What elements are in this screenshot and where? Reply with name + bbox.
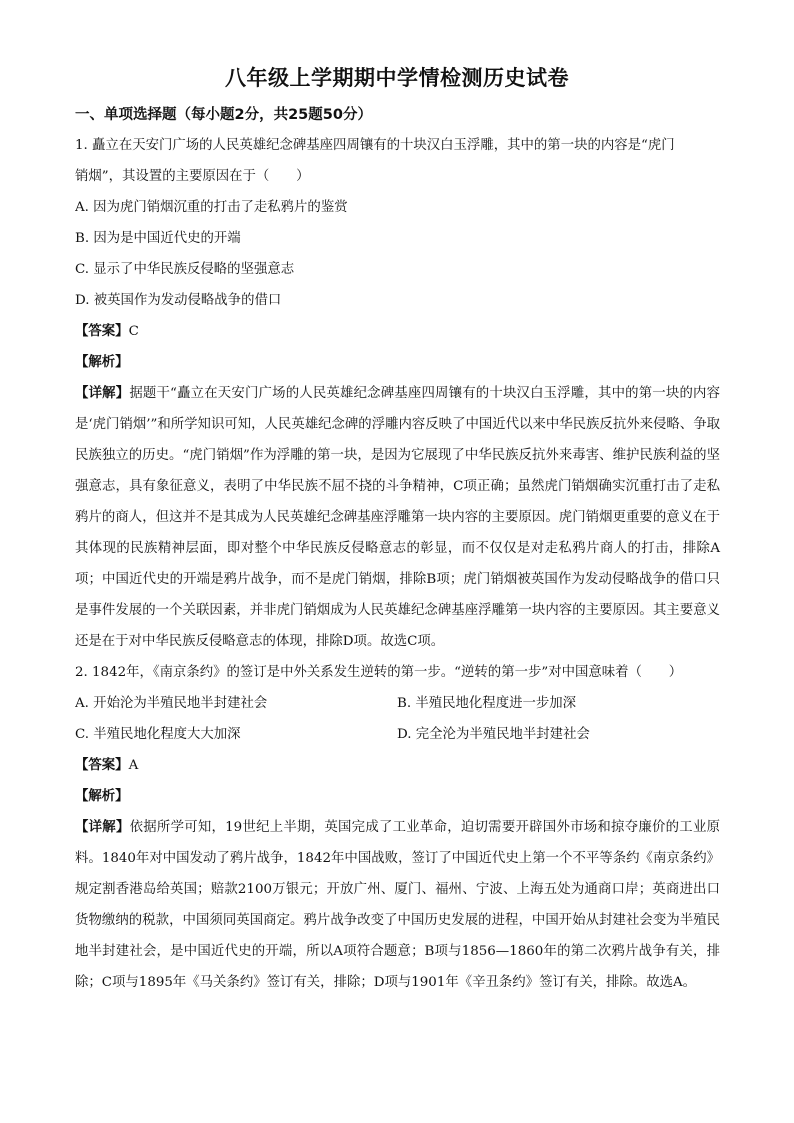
question-stem-line: 2. 1842年，《南京条约》的签订是中外关系发生逆转的第一步。“逆转的第一步”对中国意味着（ ） bbox=[75, 665, 683, 680]
analysis-line bbox=[75, 347, 720, 378]
answer-value: A bbox=[128, 758, 139, 773]
option-a: A. 因为虎门销烟沉重的打击了走私鸦片的鉴赏 bbox=[75, 200, 348, 215]
option-row bbox=[75, 688, 720, 719]
answer-value: C bbox=[128, 324, 139, 339]
answer-label: 【答案】 bbox=[75, 324, 129, 339]
question-2 bbox=[75, 657, 720, 998]
question-stem-line: 1. 矗立在天安门广场的人民英雄纪念碑基座四周镶有的十块汉白玉浮雕，其中的第一块的内容是“虎门 bbox=[75, 138, 675, 153]
option-b: B. 半殖民地化程度进一步加深 bbox=[397, 696, 577, 711]
option-a: A. 开始沦为半殖民地半封建社会 bbox=[75, 696, 268, 711]
section-heading: 一、单项选择题（每小题2分，共25题50分） bbox=[75, 107, 372, 123]
analysis-label: 【解析】 bbox=[75, 789, 129, 804]
option-c: C. 半殖民地化程度大大加深 bbox=[75, 727, 241, 742]
answer-line bbox=[75, 316, 720, 347]
detail-label: 【详解】 bbox=[75, 820, 130, 835]
answer-label: 【答案】 bbox=[75, 758, 129, 773]
analysis-line bbox=[75, 781, 720, 812]
detail-label: 【详解】 bbox=[75, 386, 130, 401]
detail-paragraph bbox=[75, 812, 720, 998]
option-c: C. 显示了中华民族反侵略的坚强意志 bbox=[75, 262, 295, 277]
option-row bbox=[75, 719, 720, 750]
answer-line bbox=[75, 750, 720, 781]
option-d: D. 完全沦为半殖民地半封建社会 bbox=[397, 727, 590, 742]
question-1 bbox=[75, 130, 720, 657]
option-b: B. 因为是中国近代史的开端 bbox=[75, 231, 241, 246]
question-stem-line: 销烟”，其设置的主要原因在于（ ） bbox=[75, 169, 310, 184]
detail-paragraph bbox=[75, 378, 720, 657]
option-d: D. 被英国作为发动侵略战争的借口 bbox=[75, 293, 282, 308]
detail-text: 依据所学可知，19世纪上半期，英国完成了工业革命，迫切需要开辟国外市场和掠夺廉价的工业原料。1840年对中国发动了鸦片战争，1842年中国战败，签订了中国近代史上第一个不平等条约《南京条约》规定割香港岛给英国；赔款2100万银元；开放广州、厦门、福州、宁波、上海五处为通商口岸；英商进出口货物缴纳的税款，中国须同英国商定。鸦片战争改变了中国历史发展的进程，中国开始从封建社会变为半殖民地半封建社会，是中国近代史的开端，所以A项符合题意；B项与1856—1860年的第二次鸦片战争有关，排除；C项与1895年《马关条约》签订有关，排除；D项与1901年《辛丑条约》签订有关，排除。故选A。 bbox=[75, 820, 720, 990]
detail-text: 据题干“矗立在天安门广场的人民英雄纪念碑基座四周镶有的十块汉白玉浮雕，其中的第一块的内容是‘虎门销烟’”和所学知识可知，人民英雄纪念碑的浮雕内容反映了中国近代以来中华民族反抗外来侵略、争取民族独立的历史。“虎门销烟”作为浮雕的第一块，是因为它展现了中华民族反抗外来毒害、维护民族利益的坚强意志，具有象征意义，表明了中华民族不屈不挠的斗争精神，C项正确；虽然虎门销烟确实沉重打击了走私鸦片的商人，但这并不是其成为人民英雄纪念碑基座浮雕第一块内容的主要原因。虎门销烟更重要的意义在于其体现的民族精神层面，即对整个中华民族反侵略意志的彰显，而不仅仅是对走私鸦片商人的打击，排除A项；中国近代史的开端是鸦片战争，而不是虎门销烟，排除B项；虎门销烟被英国作为发动侵略战争的借口只是事件发展的一个关联因素，并非虎门销烟成为人民英雄纪念碑基座浮雕第一块内容的主要原因。其主要意义还是在于对中华民族反侵略意志的体现，排除D项。故选C项。 bbox=[75, 386, 720, 649]
analysis-label: 【解析】 bbox=[75, 355, 129, 370]
page-title: 八年级上学期期中学情检测历史试卷 bbox=[225, 66, 569, 90]
questions-content bbox=[75, 130, 720, 998]
